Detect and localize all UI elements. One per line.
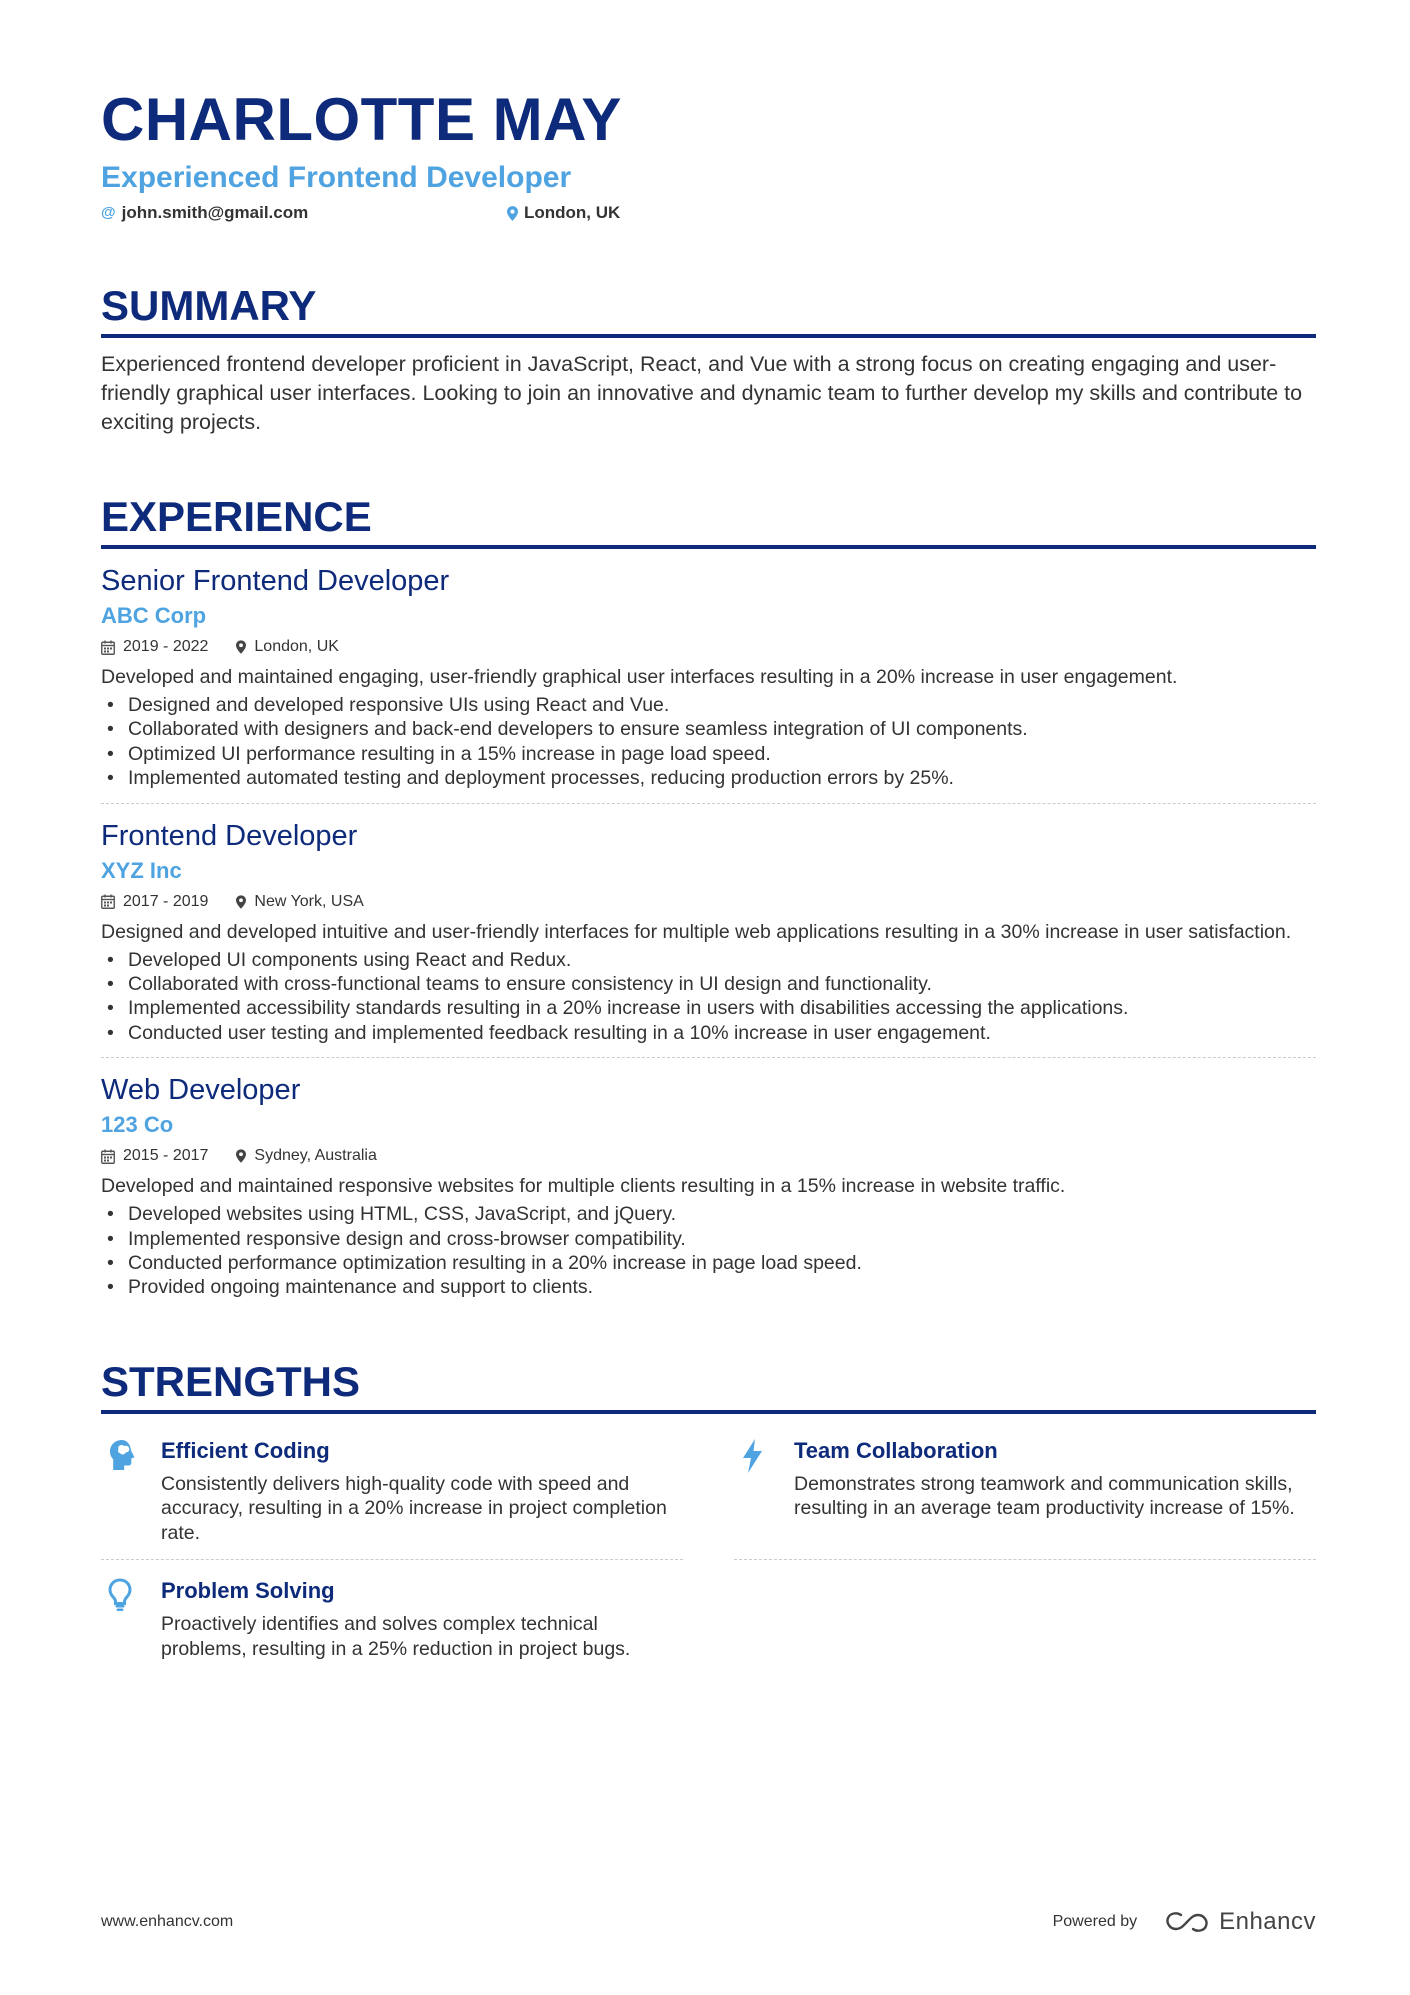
map-pin-icon xyxy=(236,895,246,909)
calendar-icon xyxy=(101,1149,115,1164)
job-meta xyxy=(101,1146,1316,1166)
job-location xyxy=(236,1146,376,1166)
summary-section xyxy=(101,282,1316,437)
job-bullet: • Optimized UI performance resulting in a 15% increase in page load speed. xyxy=(101,742,1316,766)
job-dates xyxy=(101,892,208,912)
map-pin-icon xyxy=(236,640,246,654)
enhancv-logo[interactable] xyxy=(1165,1908,1316,1936)
strength-item xyxy=(734,1420,1316,1560)
contact-location xyxy=(507,202,620,224)
strengths-title: STRENGTHS xyxy=(101,1358,1316,1414)
job-entry xyxy=(101,804,1316,1059)
strength-title: Problem Solving xyxy=(161,1578,335,1604)
strength-body xyxy=(161,1436,683,1545)
strength-description: Demonstrates strong teamwork and communication skills, resulting in an average team productivity increase of 15%. xyxy=(794,1472,1295,1520)
candidate-headline: Experienced Frontend Developer xyxy=(101,161,572,194)
job-bullet: • Collaborated with designers and back-end developers to ensure seamless integration of UI components. xyxy=(101,717,1316,741)
job-meta xyxy=(101,892,1316,912)
job-bullet: • Developed UI components using React and Redux. xyxy=(101,948,1316,972)
calendar-icon xyxy=(101,640,115,655)
job-entry xyxy=(101,549,1316,804)
experience-section xyxy=(101,493,1316,1312)
job-bullet: • Provided ongoing maintenance and support to clients. xyxy=(101,1275,1316,1299)
job-bullet: • Developed websites using HTML, CSS, JavaScript, and jQuery. xyxy=(101,1202,1316,1226)
summary-text: Experienced frontend developer proficient in JavaScript, React, and Vue with a strong focus on creating engaging and user-friendly graphical user interfaces. Looking to join an innovative and dynamic team to further develop my skills and contribute to exciting projects. xyxy=(101,352,1303,434)
job-bullet: • Designed and developed responsive UIs using React and Vue. xyxy=(101,693,1316,717)
lightning-bolt-icon xyxy=(734,1436,794,1545)
resume-page xyxy=(101,86,1316,1675)
job-location xyxy=(236,637,339,657)
strengths-section xyxy=(101,1358,1316,1675)
experience-title: EXPERIENCE xyxy=(101,493,1316,549)
company-name: ABC Corp xyxy=(101,603,207,628)
job-location-text: Sydney, Australia xyxy=(254,1147,377,1165)
job-location-text: New York, USA xyxy=(254,892,364,910)
resume-header xyxy=(101,86,1316,224)
strength-body xyxy=(794,1436,1316,1545)
job-dates xyxy=(101,637,208,657)
map-pin-icon xyxy=(236,1149,246,1163)
job-bullets xyxy=(101,948,1316,1046)
lightbulb-icon xyxy=(101,1576,161,1661)
contact-email[interactable] xyxy=(101,202,507,224)
powered-by-label: Powered by xyxy=(1052,1913,1138,1930)
strengths-grid xyxy=(101,1420,1316,1675)
strength-title: Team Collaboration xyxy=(794,1437,998,1463)
job-bullets xyxy=(101,693,1316,791)
job-description: Developed and maintained engaging, user-friendly graphical user interfaces resulting in a 20% increase in user engagement. xyxy=(101,666,1178,688)
job-location-text: London, UK xyxy=(254,638,339,655)
strength-body xyxy=(161,1576,683,1661)
job-bullet: • Implemented responsive design and cross-browser compatibility. xyxy=(101,1227,1316,1251)
strength-item xyxy=(101,1420,683,1560)
company-name: XYZ Inc xyxy=(101,857,182,883)
contact-info xyxy=(101,202,1316,224)
job-bullets xyxy=(101,1202,1316,1300)
job-title: Web Developer xyxy=(101,1074,301,1107)
brain-head-icon xyxy=(101,1436,161,1545)
job-bullet: • Implemented accessibility standards resulting in a 20% increase in users with disabilities accessing the applications. xyxy=(101,996,1316,1020)
job-dates-text: 2019 - 2022 xyxy=(123,638,209,655)
footer-website-link[interactable]: www.enhancv.com xyxy=(101,1913,234,1930)
job-description: Designed and developed intuitive and user-friendly interfaces for multiple web applications resulting in a 30% increase in user satisfaction. xyxy=(101,920,1292,943)
job-dates xyxy=(101,1146,208,1166)
job-title: Frontend Developer xyxy=(101,819,358,852)
email-text: john.smith@gmail.com xyxy=(121,203,309,222)
enhancv-logo-icon xyxy=(1165,1911,1211,1933)
location-text: London, UK xyxy=(524,203,621,222)
at-icon: @ xyxy=(101,204,116,221)
map-pin-icon xyxy=(507,206,518,221)
job-meta xyxy=(101,637,1316,657)
strength-description: Proactively identifies and solves complex technical problems, resulting in a 25% reduction in project bugs. xyxy=(161,1613,631,1660)
company-name: 123 Co xyxy=(101,1112,174,1138)
job-bullet: • Collaborated with cross-functional teams to ensure consistency in UI design and functionality. xyxy=(101,972,1316,996)
job-title: Senior Frontend Developer xyxy=(101,565,450,597)
job-bullet: • Conducted user testing and implemented feedback resulting in a 10% increase in user engagement. xyxy=(101,1021,1316,1045)
candidate-name: CHARLOTTE MAY xyxy=(101,86,622,153)
job-dates-text: 2017 - 2019 xyxy=(123,892,209,910)
powered-by xyxy=(1053,1908,1316,1936)
page-footer xyxy=(101,1908,1316,1936)
job-location xyxy=(236,892,363,912)
strength-item xyxy=(101,1560,683,1675)
strength-description: Consistently delivers high-quality code with speed and accuracy, resulting in a 20% increase in project completion rate. xyxy=(161,1472,667,1544)
calendar-icon xyxy=(101,894,115,909)
job-bullet: • Implemented automated testing and deployment processes, reducing production errors by 25%. xyxy=(101,766,1316,790)
job-description: Developed and maintained responsive websites for multiple clients resulting in a 15% increase in website traffic. xyxy=(101,1175,1066,1198)
summary-title: SUMMARY xyxy=(101,282,1316,338)
enhancv-brand-text: Enhancv xyxy=(1219,1908,1316,1935)
strength-title: Efficient Coding xyxy=(161,1437,330,1463)
job-dates-text: 2015 - 2017 xyxy=(123,1147,209,1165)
job-entry xyxy=(101,1058,1316,1312)
job-bullet: • Conducted performance optimization resulting in a 20% increase in page load speed. xyxy=(101,1251,1316,1275)
